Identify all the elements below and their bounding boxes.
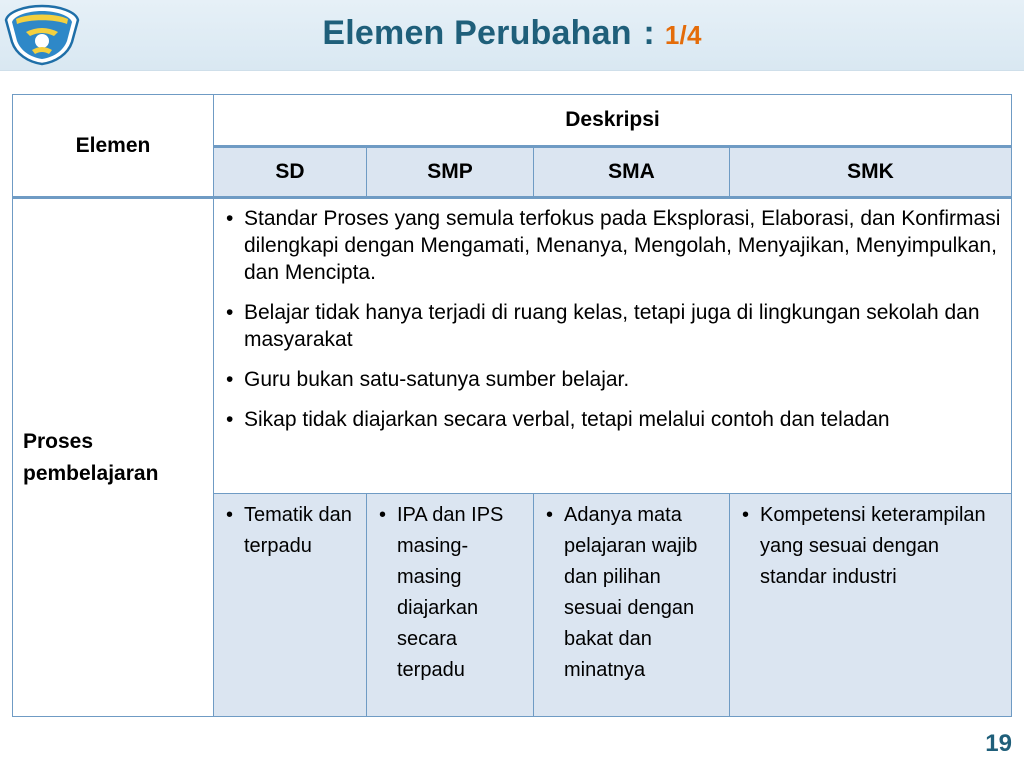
header-deskripsi: Deskripsi xyxy=(214,95,1012,147)
smp-point: • IPA dan IPS masing-masing diajarkan secara terpadu xyxy=(367,500,533,686)
sma-cell xyxy=(534,494,730,717)
header-smk: SMK xyxy=(730,147,1012,198)
comparison-table xyxy=(12,94,1012,717)
general-point: • Sikap tidak diajarkan secara verbal, tetapi melalui contoh dan teladan xyxy=(214,406,1011,433)
sd-point: • Tematik dan terpadu xyxy=(214,500,366,562)
smp-cell xyxy=(367,494,534,717)
smk-cell xyxy=(730,494,1012,717)
general-points-list xyxy=(214,205,1011,433)
general-point: • Guru bukan satu-satunya sumber belajar. xyxy=(214,366,1011,393)
header-elemen: Elemen xyxy=(13,95,214,198)
slide-header xyxy=(0,0,1024,71)
page-number: 19 xyxy=(985,730,1012,757)
title-separator: : xyxy=(643,14,655,52)
sma-point: • Adanya mata pelajaran wajib dan pilihan sesuai dengan bakat dan minatnya xyxy=(534,500,729,686)
general-points-cell xyxy=(214,198,1012,494)
header-sma: SMA xyxy=(534,147,730,198)
sd-cell xyxy=(214,494,367,717)
general-point: • Belajar tidak hanya terjadi di ruang kelas, tetapi juga di lingkungan sekolah dan masyarakat xyxy=(214,299,1011,353)
row-label-proses: Proses pembelajaran xyxy=(13,198,214,717)
slide-counter: 1/4 xyxy=(664,20,702,50)
header-smp: SMP xyxy=(367,147,534,198)
title-text: Elemen Perubahan xyxy=(322,14,632,52)
slide-title xyxy=(0,14,1024,53)
smk-point: • Kompetensi keterampilan yang sesuai dengan standar industri xyxy=(730,500,1011,593)
header-sd: SD xyxy=(214,147,367,198)
general-point: • Standar Proses yang semula terfokus pada Eksplorasi, Elaborasi, dan Konfirmasi dilengkapi dengan Mengamati, Menanya, Mengolah, Menyajikan, Menyimpulkan, dan Mencipta. xyxy=(214,205,1011,286)
